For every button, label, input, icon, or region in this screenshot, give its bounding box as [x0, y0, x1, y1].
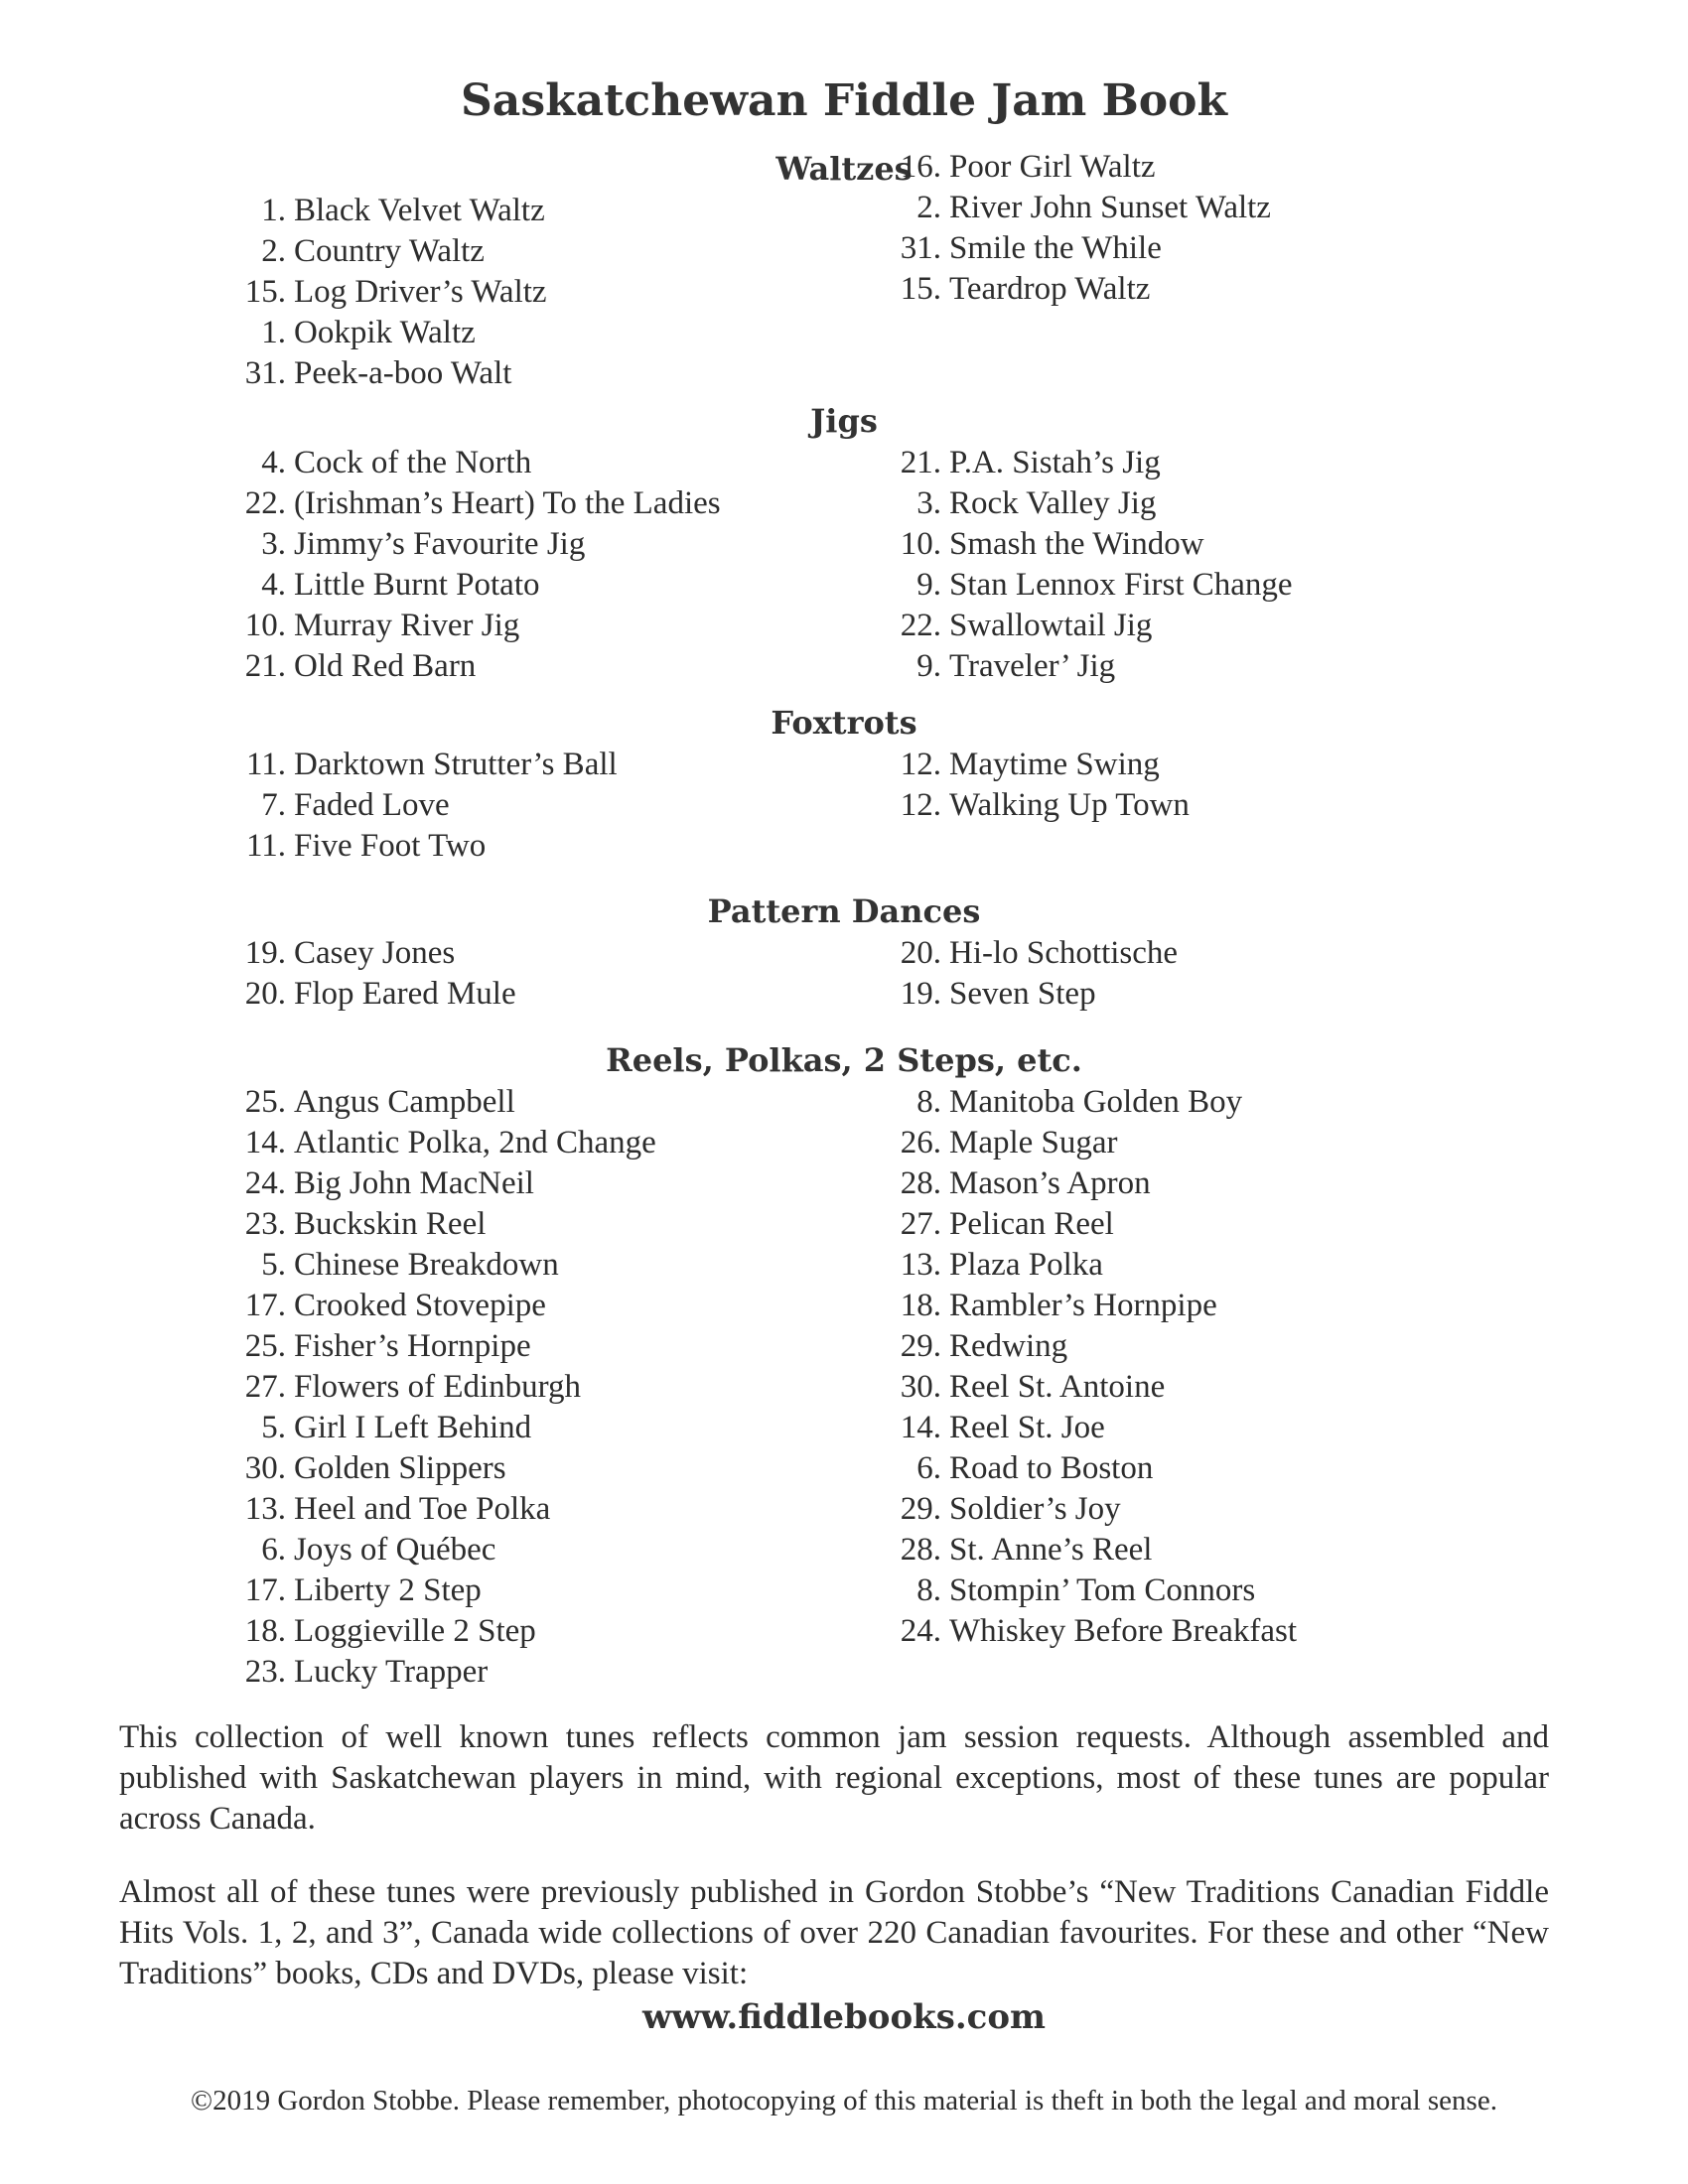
tune-list-item	[890, 1245, 1297, 1286]
tune-title: Teardrop Waltz	[949, 271, 1151, 307]
tune-number: 25.	[244, 1084, 286, 1120]
tune-number: 12.	[900, 787, 941, 823]
tune-number: 10.	[900, 526, 941, 562]
tune-title: Maytime Swing	[949, 747, 1160, 782]
tune-number: 16.	[900, 149, 941, 185]
section-heading: Foxtrots	[771, 704, 917, 742]
tune-number: 24.	[900, 1613, 941, 1649]
section-pattern-dances	[0, 889, 1688, 1012]
tune-list-item	[234, 313, 547, 353]
tune-title: Stan Lennox First Change	[949, 567, 1293, 603]
tune-list-item	[890, 745, 1190, 785]
tune-number: 8.	[916, 1572, 941, 1608]
tune-number: 23.	[244, 1654, 286, 1690]
tune-title: Reel St. Joe	[949, 1410, 1105, 1445]
tune-list-item	[890, 1204, 1297, 1245]
tune-title: Redwing	[949, 1328, 1068, 1364]
tune-number: 19.	[244, 935, 286, 971]
tune-list-item	[234, 1245, 656, 1286]
tune-title: Log Driver’s Waltz	[294, 274, 547, 310]
section-heading: Reels, Polkas, 2 Steps, etc.	[606, 1041, 1082, 1079]
tune-list-item	[234, 353, 547, 394]
tune-list-item	[234, 565, 721, 606]
tune-title: Black Velvet Waltz	[294, 193, 545, 228]
tune-list-item	[890, 974, 1178, 1015]
tune-number: 11.	[245, 828, 286, 864]
tune-list-item	[234, 1652, 656, 1693]
tune-number: 7.	[261, 787, 286, 823]
tune-list-item	[234, 785, 618, 826]
tune-title: Flowers of Edinburgh	[294, 1369, 582, 1405]
tune-number: 8.	[916, 1084, 941, 1120]
tune-number: 1.	[261, 315, 286, 350]
tune-number: 31.	[244, 355, 286, 391]
tune-number: 30.	[244, 1450, 286, 1486]
tune-number: 23.	[244, 1206, 286, 1242]
tune-list-item	[234, 745, 618, 785]
tune-title: Old Red Barn	[294, 648, 477, 684]
tune-title: Five Foot Two	[294, 828, 487, 864]
tune-number: 15.	[900, 271, 941, 307]
tune-number: 1.	[261, 193, 286, 228]
tune-list-item	[890, 1326, 1297, 1367]
tune-number: 3.	[916, 485, 941, 521]
tune-number: 14.	[900, 1410, 941, 1445]
tune-title: Casey Jones	[294, 935, 456, 971]
tune-title: Pelican Reel	[949, 1206, 1114, 1242]
tune-list-item	[890, 606, 1293, 646]
tune-list-item	[234, 646, 721, 687]
tune-title: Joys of Québec	[294, 1532, 496, 1568]
tune-list-item	[234, 1530, 656, 1570]
right-column	[890, 933, 1178, 1015]
tune-list-item	[890, 1082, 1297, 1123]
tune-list-item	[890, 1286, 1297, 1326]
tune-number: 4.	[261, 445, 286, 480]
tune-number: 18.	[900, 1288, 941, 1323]
tune-title: Rambler’s Hornpipe	[949, 1288, 1217, 1323]
tune-list-item	[234, 1611, 656, 1652]
tune-list-item	[890, 565, 1293, 606]
tune-list-item	[890, 443, 1293, 483]
tune-title: Maple Sugar	[949, 1125, 1118, 1160]
tune-title: (Irishman’s Heart) To the Ladies	[294, 485, 721, 521]
tune-number: 15.	[244, 274, 286, 310]
tune-title: St. Anne’s Reel	[949, 1532, 1153, 1568]
tune-title: Faded Love	[294, 787, 450, 823]
right-column	[890, 147, 1271, 310]
tune-title: Flop Eared Mule	[294, 976, 516, 1012]
tune-title: Liberty 2 Step	[294, 1572, 482, 1608]
tune-list-item	[234, 606, 721, 646]
source-paragraph: Almost all of these tunes were previously published in Gordon Stobbe’s “New Traditions Canadian Fiddle Hits Vols. 1, 2, and 3”, Canada wide collections of over 220 Canadian favourites. For these and other “New Traditions” books, CDs and DVDs, please visit:	[119, 1874, 1549, 1991]
tune-list-item	[890, 524, 1293, 565]
tune-number: 3.	[261, 526, 286, 562]
left-column	[234, 933, 516, 1015]
tune-number: 25.	[244, 1328, 286, 1364]
tune-number: 21.	[900, 445, 941, 480]
tune-list-item	[234, 272, 547, 313]
tune-title: Cock of the North	[294, 445, 532, 480]
tune-number: 27.	[244, 1369, 286, 1405]
tune-title: Darktown Strutter’s Ball	[294, 747, 618, 782]
tune-number: 5.	[261, 1247, 286, 1283]
tune-list-item	[890, 1570, 1297, 1611]
tune-number: 29.	[900, 1491, 941, 1527]
right-column	[890, 745, 1190, 826]
tune-list-item	[890, 269, 1271, 310]
right-column	[890, 1082, 1297, 1652]
right-column	[890, 443, 1293, 687]
tune-title: Seven Step	[949, 976, 1096, 1012]
tune-title: Soldier’s Joy	[949, 1491, 1121, 1527]
tune-number: 30.	[900, 1369, 941, 1405]
tune-title: Murray River Jig	[294, 608, 520, 643]
tune-title: Big John MacNeil	[294, 1165, 534, 1201]
tune-number: 11.	[245, 747, 286, 782]
tune-title: Jimmy’s Favourite Jig	[294, 526, 586, 562]
tune-number: 20.	[900, 935, 941, 971]
section-jigs	[0, 399, 1688, 684]
tune-number: 24.	[244, 1165, 286, 1201]
left-column	[234, 443, 721, 687]
tune-list-item	[234, 1123, 656, 1163]
tune-list-item	[234, 1163, 656, 1204]
tune-number: 26.	[900, 1125, 941, 1160]
tune-number: 22.	[244, 485, 286, 521]
section-heading: Waltzes	[775, 150, 913, 188]
tune-title: Stompin’ Tom Connors	[949, 1572, 1256, 1608]
tune-list-item	[234, 1204, 656, 1245]
tune-title: Girl I Left Behind	[294, 1410, 532, 1445]
tune-list-item	[890, 785, 1190, 826]
tune-list-item	[890, 1367, 1297, 1408]
tune-number: 31.	[900, 230, 941, 266]
tune-number: 17.	[244, 1572, 286, 1608]
tune-title: Loggieville 2 Step	[294, 1613, 536, 1649]
tune-number: 27.	[900, 1206, 941, 1242]
tune-title: Reel St. Antoine	[949, 1369, 1166, 1405]
tune-number: 6.	[916, 1450, 941, 1486]
tune-number: 21.	[244, 648, 286, 684]
tune-list-item	[234, 974, 516, 1015]
tune-title: Buckskin Reel	[294, 1206, 487, 1242]
tune-title: Lucky Trapper	[294, 1654, 489, 1690]
tune-title: Plaza Polka	[949, 1247, 1103, 1283]
tune-list-item	[234, 1367, 656, 1408]
tune-number: 14.	[244, 1125, 286, 1160]
tune-list-item	[890, 1123, 1297, 1163]
tune-number: 28.	[900, 1165, 941, 1201]
section-heading: Jigs	[810, 402, 878, 440]
tune-title: P.A. Sistah’s Jig	[949, 445, 1161, 480]
left-column	[234, 191, 547, 394]
tune-list-item	[890, 147, 1271, 188]
tune-number: 9.	[916, 567, 941, 603]
tune-list-item	[890, 188, 1271, 228]
tune-list-item	[890, 228, 1271, 269]
tune-title: Heel and Toe Polka	[294, 1491, 551, 1527]
tune-title: Traveler’ Jig	[949, 648, 1116, 684]
tune-list-item	[234, 524, 721, 565]
tune-title: Poor Girl Waltz	[949, 149, 1156, 185]
tune-number: 20.	[244, 976, 286, 1012]
tune-number: 4.	[261, 567, 286, 603]
tune-number: 2.	[261, 233, 286, 269]
tune-list-item	[234, 1570, 656, 1611]
tune-list-item	[890, 646, 1293, 687]
tune-number: 19.	[900, 976, 941, 1012]
tune-number: 18.	[244, 1613, 286, 1649]
tune-number: 28.	[900, 1532, 941, 1568]
website-link[interactable]: www.fiddlebooks.com	[641, 1997, 1047, 2037]
tune-title: Country Waltz	[294, 233, 485, 269]
tune-title: Atlantic Polka, 2nd Change	[294, 1125, 656, 1160]
tune-list-item	[234, 483, 721, 524]
section-heading: Pattern Dances	[707, 892, 981, 930]
tune-title: Chinese Breakdown	[294, 1247, 559, 1283]
tune-number: 12.	[900, 747, 941, 782]
tune-list-item	[890, 483, 1293, 524]
tune-title: Fisher’s Hornpipe	[294, 1328, 531, 1364]
tune-title: Mason’s Apron	[949, 1165, 1151, 1201]
tune-number: 5.	[261, 1410, 286, 1445]
tune-title: Manitoba Golden Boy	[949, 1084, 1243, 1120]
tune-list-item	[234, 1408, 656, 1448]
tune-list-item	[234, 1326, 656, 1367]
tune-list-item	[890, 1530, 1297, 1570]
tune-number: 10.	[244, 608, 286, 643]
tune-title: River John Sunset Waltz	[949, 190, 1271, 225]
tune-number: 17.	[244, 1288, 286, 1323]
tune-list-item	[890, 1489, 1297, 1530]
tune-title: Ookpik Waltz	[294, 315, 476, 350]
tune-title: Smile the While	[949, 230, 1162, 266]
tune-number: 22.	[900, 608, 941, 643]
tune-title: Hi-lo Schottische	[949, 935, 1179, 971]
left-column	[234, 1082, 656, 1693]
tune-list-item	[234, 1448, 656, 1489]
tune-list-item	[234, 443, 721, 483]
tune-number: 13.	[244, 1491, 286, 1527]
tune-title: Road to Boston	[949, 1450, 1154, 1486]
intro-paragraph: This collection of well known tunes reflects common jam session requests. Although assembled and published with Saskatchewan players in mind, with regional exceptions, most of these tunes are popular across Canada.	[119, 1719, 1549, 1837]
tune-number: 13.	[900, 1247, 941, 1283]
tune-number: 6.	[261, 1532, 286, 1568]
tune-title: Little Burnt Potato	[294, 567, 540, 603]
tune-title: Smash the Window	[949, 526, 1204, 562]
tune-title: Rock Valley Jig	[949, 485, 1157, 521]
section-foxtrots	[0, 701, 1688, 864]
tune-number: 29.	[900, 1328, 941, 1364]
tune-title: Golden Slippers	[294, 1450, 506, 1486]
tune-title: Swallowtail Jig	[949, 608, 1153, 643]
tune-list-item	[890, 1448, 1297, 1489]
tune-title: Whiskey Before Breakfast	[949, 1613, 1298, 1649]
tune-list-item	[234, 933, 516, 974]
tune-list-item	[890, 1611, 1297, 1652]
tune-list-item	[234, 826, 618, 867]
tune-title: Angus Campbell	[294, 1084, 515, 1120]
tune-list-item	[234, 191, 547, 231]
section-waltzes	[0, 147, 1688, 391]
left-column	[234, 745, 618, 867]
tune-list-item	[890, 1408, 1297, 1448]
tune-list-item	[234, 1082, 656, 1123]
tune-number: 9.	[916, 648, 941, 684]
tune-list-item	[234, 1489, 656, 1530]
tune-list-item	[234, 231, 547, 272]
tune-list-item	[890, 933, 1178, 974]
section-reels-polkas	[0, 1038, 1688, 1690]
tune-list-item	[234, 1286, 656, 1326]
tune-title: Walking Up Town	[949, 787, 1190, 823]
tune-title: Peek-a-boo Walt	[294, 355, 512, 391]
tune-number: 2.	[916, 190, 941, 225]
copyright-notice: ©2019 Gordon Stobbe. Please remember, photocopying of this material is theft in both the legal and moral sense.	[191, 2085, 1497, 2116]
page-title: Saskatchewan Fiddle Jam Book	[461, 75, 1227, 126]
tune-list-item	[890, 1163, 1297, 1204]
tune-title: Crooked Stovepipe	[294, 1288, 546, 1323]
